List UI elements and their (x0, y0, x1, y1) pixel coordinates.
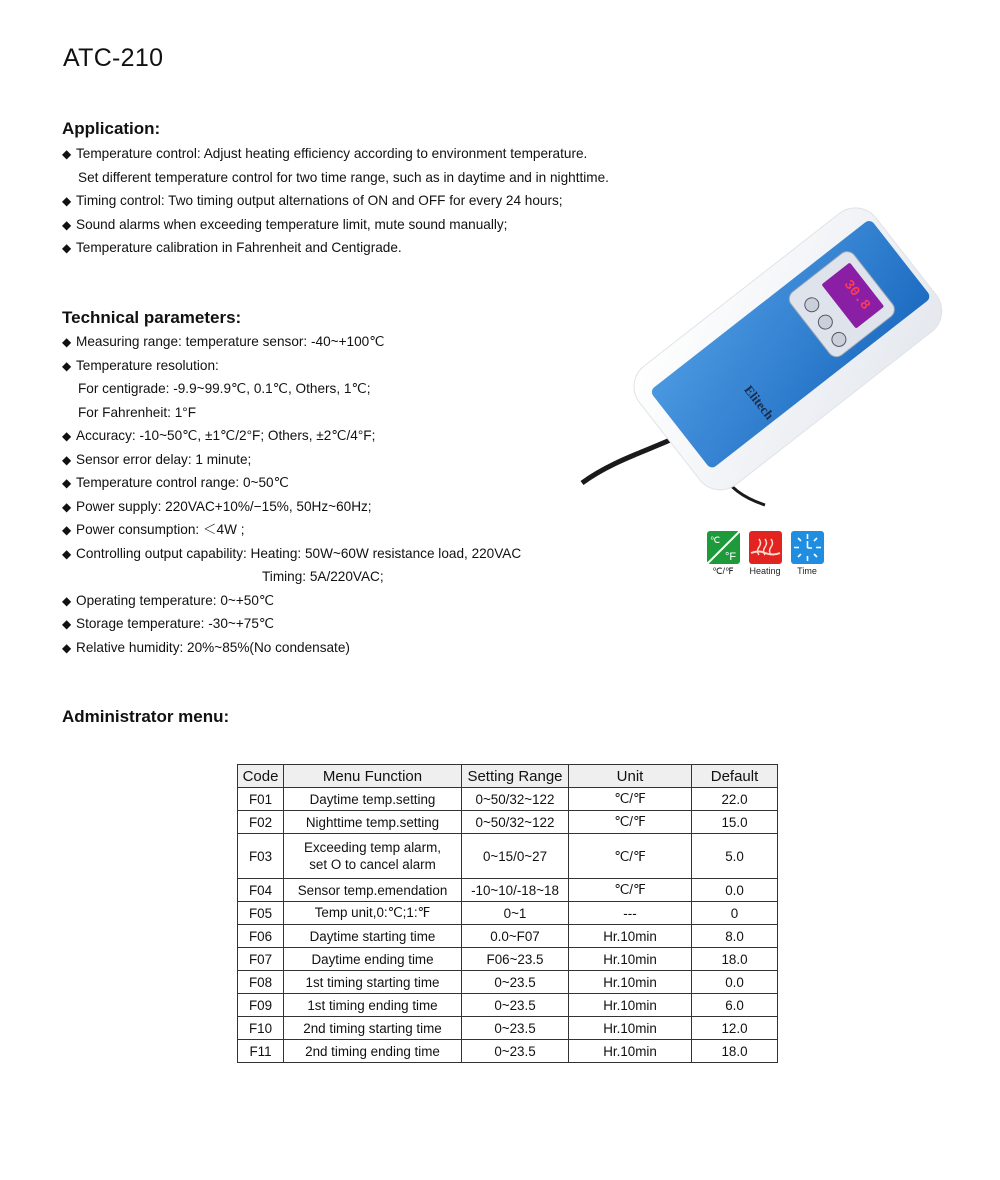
heating-icon (749, 531, 782, 564)
cell-code: F10 (238, 1017, 284, 1040)
cell-unit: Hr.10min (569, 1017, 692, 1040)
cell-unit: Hr.10min (569, 948, 692, 971)
clock-icon (791, 531, 824, 564)
diamond-bullet-icon: ◆ (62, 452, 72, 467)
application-item: ◆ Temperature calibration in Fahrenheit and Centigrade. (62, 236, 609, 260)
application-item: ◆ Timing control: Two timing output alternations of ON and OFF for every 24 hours; (62, 189, 609, 213)
technical-item: ◆ Power supply: 220VAC+10%/−15%, 50Hz~60Hz; (62, 495, 521, 519)
cell-default: 0.0 (692, 879, 778, 902)
table-row (238, 834, 778, 879)
celsius-fahrenheit-icon (707, 531, 740, 564)
technical-item: ◆ Measuring range: temperature sensor: -40~+100℃ (62, 330, 521, 354)
cell-code: F09 (238, 994, 284, 1017)
table-row (238, 1017, 778, 1040)
svg-text:Elitech: Elitech (741, 382, 778, 423)
diamond-bullet-icon: ◆ (62, 499, 72, 514)
diamond-bullet-icon: ◆ (62, 335, 72, 349)
cell-code: F11 (238, 1040, 284, 1063)
cell-default: 6.0 (692, 994, 778, 1017)
table-row (238, 948, 778, 971)
technical-item: Timing: 5A/220VAC; (262, 569, 384, 584)
cell-setting-range: 0~23.5 (462, 971, 569, 994)
column-header: Code (238, 765, 284, 788)
cell-setting-range: -10~10/-18~18 (462, 879, 569, 902)
cell-setting-range: 0~23.5 (462, 1017, 569, 1040)
table-row (238, 879, 778, 902)
diamond-bullet-icon: ◆ (62, 523, 72, 537)
svg-text:°F: °F (724, 551, 736, 563)
technical-item: ◆ Accuracy: -10~50℃, ±1℃/2°F; Others, ±2℃/4°F; (62, 424, 521, 448)
table-row (238, 902, 778, 925)
page-title: ATC-210 (63, 44, 164, 72)
feature-heating: Heating (748, 531, 782, 577)
diamond-bullet-icon: ◆ (62, 358, 72, 373)
cell-setting-range: 0.0~F07 (462, 925, 569, 948)
cell-default: 0.0 (692, 971, 778, 994)
technical-item: For centigrade: -9.9~99.9℃, 0.1℃, Others, 1℃; (78, 381, 371, 396)
technical-item: ◆ Controlling output capability: Heating: 50W~60W resistance load, 220VAC (62, 542, 521, 566)
diamond-bullet-icon: ◆ (62, 640, 72, 655)
cell-unit: ℃/℉ (569, 811, 692, 834)
application-item-continuation: Set different temperature control for two time range, such as in daytime and in nighttime. (78, 169, 609, 185)
table-header-row (238, 765, 778, 788)
technical-item: ◆ Temperature resolution: (62, 354, 521, 378)
cell-setting-range: 0~15/0~27 (462, 834, 569, 879)
diamond-bullet-icon: ◆ (62, 241, 72, 255)
cell-setting-range: 0~23.5 (462, 994, 569, 1017)
cell-unit: ℃/℉ (569, 879, 692, 902)
cell-function: Daytime temp.setting (284, 788, 462, 811)
cell-default: 22.0 (692, 788, 778, 811)
diamond-bullet-icon: ◆ (62, 617, 72, 631)
admin-menu-table (237, 764, 778, 1063)
cell-default: 5.0 (692, 834, 778, 879)
cell-function: 2nd timing ending time (284, 1040, 462, 1063)
technical-item: ◆ Operating temperature: 0~+50℃ (62, 589, 521, 613)
cell-code: F02 (238, 811, 284, 834)
table-row (238, 925, 778, 948)
column-header: Unit (569, 765, 692, 788)
cell-unit: Hr.10min (569, 994, 692, 1017)
admin-heading: Administrator menu: (62, 707, 230, 726)
feature-unit: ℃ °F ℃/℉ (706, 531, 740, 577)
table-row (238, 788, 778, 811)
technical-heading: Technical parameters: (62, 308, 242, 327)
cell-unit: ℃/℉ (569, 834, 692, 879)
application-item: ◆ Temperature control: Adjust heating efficiency according to environment temperature. (62, 142, 609, 166)
cell-function: 1st timing starting time (284, 971, 462, 994)
cell-code: F03 (238, 834, 284, 879)
cell-function: Nighttime temp.setting (284, 811, 462, 834)
diamond-bullet-icon: ◆ (62, 147, 72, 161)
cell-default: 18.0 (692, 1040, 778, 1063)
cell-setting-range: 0~23.5 (462, 1040, 569, 1063)
cell-setting-range: 0~1 (462, 902, 569, 925)
table-row (238, 1040, 778, 1063)
cell-unit: Hr.10min (569, 1040, 692, 1063)
table-row (238, 994, 778, 1017)
cell-function: Temp unit,0:℃;1:℉ (284, 902, 462, 925)
technical-item: ◆ Relative humidity: 20%~85%(No condensate) (62, 636, 521, 660)
cell-default: 18.0 (692, 948, 778, 971)
cell-code: F06 (238, 925, 284, 948)
cell-code: F05 (238, 902, 284, 925)
cell-function: 1st timing ending time (284, 994, 462, 1017)
cell-default: 12.0 (692, 1017, 778, 1040)
cell-default: 0 (692, 902, 778, 925)
cell-unit: Hr.10min (569, 925, 692, 948)
diamond-bullet-icon: ◆ (62, 546, 72, 561)
cell-code: F04 (238, 879, 284, 902)
feature-time: Time (790, 531, 824, 577)
cell-code: F08 (238, 971, 284, 994)
technical-item: ◆ Sensor error delay: 1 minute; (62, 448, 521, 472)
feature-icons (706, 531, 824, 577)
technical-item: ◆ Storage temperature: -30~+75℃ (62, 612, 521, 636)
application-list (62, 142, 609, 260)
technical-item: ◆ Temperature control range: 0~50℃ (62, 471, 521, 495)
cell-default: 15.0 (692, 811, 778, 834)
technical-item: For Fahrenheit: 1°F (78, 404, 197, 420)
svg-text:30.8: 30.8 (839, 277, 874, 314)
application-item: ◆ Sound alarms when exceeding temperature limit, mute sound manually; (62, 213, 609, 237)
cell-function: Sensor temp.emendation (284, 879, 462, 902)
diamond-bullet-icon: ◆ (62, 476, 72, 490)
cell-function: Exceeding temp alarm, set O to cancel alarm (284, 834, 462, 879)
application-heading: Application: (62, 119, 161, 138)
diamond-bullet-icon: ◆ (62, 194, 72, 208)
svg-text:℃: ℃ (709, 535, 720, 545)
cell-setting-range: F06~23.5 (462, 948, 569, 971)
cell-unit: ℃/℉ (569, 788, 692, 811)
technical-item: ◆ Power consumption: ＜4W ; (62, 518, 521, 542)
cell-default: 8.0 (692, 925, 778, 948)
cell-function: Daytime starting time (284, 925, 462, 948)
cell-unit: --- (569, 902, 692, 925)
column-header: Setting Range (462, 765, 569, 788)
cell-setting-range: 0~50/32~122 (462, 811, 569, 834)
product-photo (580, 185, 960, 515)
technical-parameters-list (62, 330, 521, 659)
column-header: Menu Function (284, 765, 462, 788)
cell-function: 2nd timing starting time (284, 1017, 462, 1040)
cell-setting-range: 0~50/32~122 (462, 788, 569, 811)
column-header: Default (692, 765, 778, 788)
diamond-bullet-icon: ◆ (62, 217, 72, 232)
table-row (238, 971, 778, 994)
cell-function: Daytime ending time (284, 948, 462, 971)
diamond-bullet-icon: ◆ (62, 593, 72, 608)
cell-code: F07 (238, 948, 284, 971)
cell-code: F01 (238, 788, 284, 811)
table-row (238, 811, 778, 834)
thermostat-controller-image (580, 185, 960, 515)
cell-unit: Hr.10min (569, 971, 692, 994)
diamond-bullet-icon: ◆ (62, 429, 72, 443)
